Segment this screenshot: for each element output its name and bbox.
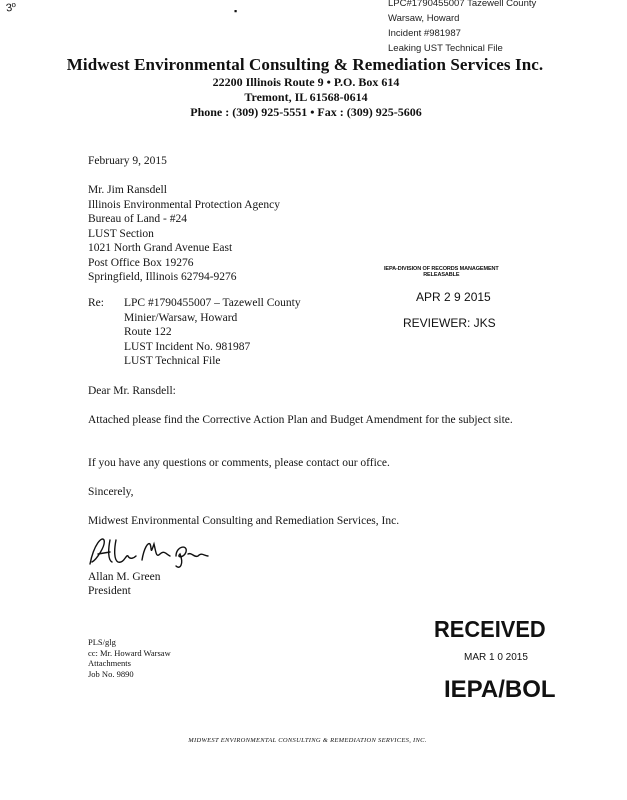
recipient-line: LUST Section — [88, 227, 154, 240]
scan-speck: ▪ — [234, 6, 238, 16]
body-paragraph-2: If you have any questions or comments, please contact our office. — [88, 457, 390, 469]
recipient-line: Bureau of Land - #24 — [88, 213, 187, 225]
re-line: LUST Incident No. 981987 — [124, 340, 251, 353]
records-stamp-reviewer: REVIEWER: JKS — [403, 316, 496, 330]
re-line: LUST Technical File — [124, 355, 221, 367]
notes-line: Attachments — [88, 658, 131, 668]
notes-line: Job No. 9890 — [88, 668, 134, 679]
recipient-line: Springfield, Illinois 62794-9276 — [88, 271, 237, 283]
file-stamp-line: Leaking UST Technical File — [388, 43, 503, 54]
re-line: Minier/Warsaw, Howard — [124, 311, 238, 324]
records-stamp-heading-line: IEPA-DIVISION OF RECORDS MANAGEMENT — [384, 266, 499, 272]
salutation: Dear Mr. Ransdell: — [88, 385, 176, 397]
received-stamp-agency: IEPA/BOL — [444, 676, 556, 703]
re-line: LPC #1790455007 – Tazewell County — [124, 297, 301, 309]
recipient-line: Post Office Box 19276 — [88, 256, 194, 269]
file-stamp-line: Warsaw, Howard — [388, 13, 460, 24]
file-stamp-line: LPC#1790455007 Tazewell County — [388, 0, 537, 9]
letter-date: February 9, 2015 — [88, 155, 167, 167]
received-stamp-label: RECEIVED — [434, 616, 546, 642]
letterhead-address-line1: 22200 Illinois Route 9 • P.O. Box 614 — [212, 75, 400, 89]
corner-page-mark: 3º — [5, 1, 17, 15]
notes-line: PLS/glg — [88, 637, 116, 647]
recipient-address — [88, 183, 280, 285]
recipient-line: Mr. Jim Ransdell — [88, 184, 167, 196]
letterhead-address-line2: Tremont, IL 61568-0614 — [244, 90, 368, 104]
received-stamp-date: MAR 1 0 2015 — [464, 652, 528, 663]
letterhead-company: Midwest Environmental Consulting & Remediation Services Inc. — [66, 55, 544, 74]
handwritten-signature — [84, 534, 224, 570]
closing: Sincerely, — [88, 486, 134, 498]
re-label: Re: — [88, 297, 104, 309]
signer-title: President — [88, 585, 131, 597]
records-stamp-date: APR 2 9 2015 — [416, 290, 491, 304]
signer-name: Allan M. Green — [88, 571, 161, 583]
recipient-line: 1021 North Grand Avenue East — [88, 242, 233, 254]
records-stamp-heading-line: RELEASABLE — [423, 272, 460, 278]
page-footer: MIDWEST ENVIRONMENTAL CONSULTING & REMEDIATION SERVICES, INC. — [188, 737, 427, 744]
letterhead-phone: Phone : (309) 925-5551 • Fax : (309) 925-5606 — [190, 105, 422, 119]
letter-notes — [88, 637, 171, 679]
notes-line: cc: Mr. Howard Warsaw — [88, 647, 171, 658]
body-paragraph-1: Attached please find the Corrective Action Plan and Budget Amendment for the subject site. — [88, 414, 513, 426]
recipient-line: Illinois Environmental Protection Agency — [88, 198, 280, 211]
file-stamp-top — [388, 0, 536, 56]
re-subject — [124, 296, 301, 369]
re-line: Route 122 — [124, 326, 172, 338]
records-stamp-heading — [384, 266, 499, 278]
file-stamp-line: Incident #981987 — [388, 28, 461, 39]
company-sign-off: Midwest Environmental Consulting and Remediation Services, Inc. — [88, 515, 400, 527]
